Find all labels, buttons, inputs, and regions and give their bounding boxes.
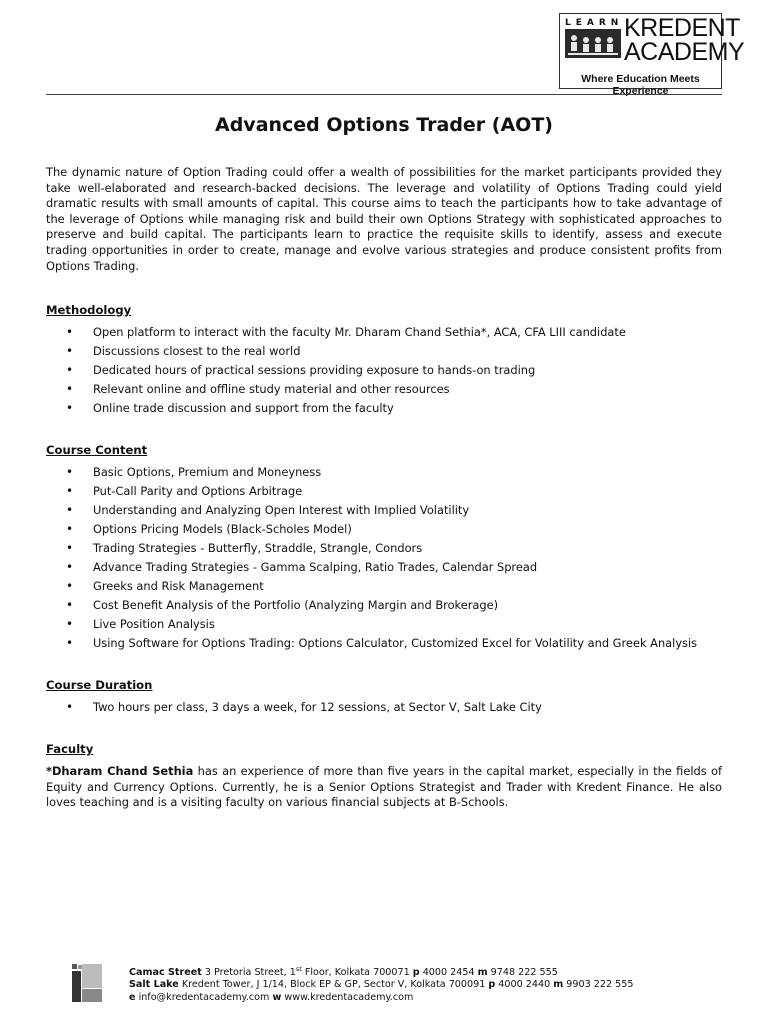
methodology-list — [46, 323, 746, 418]
list-item: • Cost Benefit Analysis of the Portfolio (Analyzing Margin and Brokerage) — [46, 596, 746, 615]
course-duration-heading: Course Duration — [46, 678, 153, 692]
classroom-icon — [565, 29, 621, 64]
list-item: • Online trade discussion and support from the faculty — [46, 399, 746, 418]
list-item: • Dedicated hours of practical sessions providing exposure to hands-on trading — [46, 361, 746, 380]
bullet-icon: • — [66, 382, 74, 396]
footer-line-saltlake: Salt Lake Kredent Tower, J 1/14, Block EP & GP, Sector V, Kolkata 700091 p 4000 2440 m 9903 222 555 — [129, 979, 634, 991]
logo-brand-line1: KREDENT — [624, 14, 740, 42]
list-item: • Open platform to interact with the faculty Mr. Dharam Chand Sethia*, ACA, CFA LIII candidate — [46, 323, 746, 342]
methodology-heading: Methodology — [46, 303, 132, 317]
list-item: • Live Position Analysis — [46, 615, 746, 634]
footer-contact — [129, 963, 633, 1004]
list-item: • Options Pricing Models (Black-Scholes Model) — [46, 520, 746, 539]
faculty-name: *Dharam Chand Sethia — [46, 764, 194, 778]
footer-website[interactable]: www.kredentacademy.com — [281, 991, 414, 1003]
footer-squares-icon — [72, 964, 102, 1002]
footer-email[interactable]: info@kredentacademy.com — [135, 991, 273, 1003]
list-item: • Relevant online and offline study material and other resources — [46, 380, 746, 399]
faculty-heading: Faculty — [46, 742, 94, 756]
list-item: • Basic Options, Premium and Moneyness — [46, 463, 746, 482]
logo-brand-line2: ACADEMY — [624, 38, 745, 66]
bullet-icon: • — [66, 363, 74, 377]
bullet-icon: • — [66, 522, 74, 536]
bullet-icon: • — [66, 465, 74, 479]
list-item: • Discussions closest to the real world — [46, 342, 746, 361]
footer-line-camac: Camac Street 3 Pretoria Street, 1st Floor, Kolkata 700071 p 4000 2454 m 9748 222 555 — [129, 965, 558, 979]
bullet-icon: • — [66, 579, 74, 593]
bullet-icon: • — [66, 636, 74, 650]
course-content-list — [46, 463, 746, 653]
list-item: • Using Software for Options Trading: Options Calculator, Customized Excel for Volatility and Greek Analysis — [46, 634, 746, 653]
logo-brand — [624, 16, 744, 64]
list-item: • Two hours per class, 3 days a week, for 12 sessions, at Sector V, Salt Lake City — [46, 698, 746, 717]
bullet-icon: • — [66, 541, 74, 555]
bullet-icon: • — [66, 617, 74, 631]
logo-tagline: Where Education Meets Experience — [581, 73, 700, 97]
logo-learn-text: LEARN — [565, 18, 624, 28]
bullet-icon: • — [66, 598, 74, 612]
list-item: • Advance Trading Strategies - Gamma Scalping, Ratio Trades, Calendar Spread — [46, 558, 746, 577]
header-divider — [46, 94, 722, 95]
footer-line-contact: e info@kredentacademy.com w www.kredentacademy.com — [129, 991, 414, 1003]
course-duration-list — [46, 698, 746, 717]
bullet-icon: • — [66, 700, 74, 714]
faculty-description: has an experience of more than five years in the capital market, especially in the fields of Equity and Currency Options. Currently, he is a Senior Options Strategist and Trader with Kredent Finance. He also loves teaching and is a visiting faculty on various financial subjects at B-Schools. — [46, 764, 722, 810]
list-item: • Put-Call Parity and Options Arbitrage — [46, 482, 746, 501]
list-item: • Greeks and Risk Management — [46, 577, 746, 596]
list-item: • Trading Strategies - Butterfly, Straddle, Strangle, Condors — [46, 539, 746, 558]
document-title: Advanced Options Trader (AOT) — [215, 114, 553, 136]
bullet-icon: • — [66, 560, 74, 574]
bullet-icon: • — [66, 325, 74, 339]
list-item: • Understanding and Analyzing Open Interest with Implied Volatility — [46, 501, 746, 520]
faculty-paragraph — [46, 764, 722, 811]
intro-paragraph: The dynamic nature of Option Trading could offer a wealth of possibilities for the market participants provided they take well-elaborated and research-backed decisions. The leverage and volatility of Options Trading could yield dramatic results with small amounts of capital. This course aims to teach the participants how to take advantage of the leverage of Options while managing risk and build their own Options Strategy with sophisticated approaches to preserve and build capital. The participants learn to practice the requisite skills to identify, assess and execute trading opportunities in order to create, manage and evolve various strategies and produce consistent profits from Options Trading. — [46, 165, 722, 273]
bullet-icon: • — [66, 484, 74, 498]
course-content-heading: Course Content — [46, 443, 148, 457]
bullet-icon: • — [66, 401, 74, 415]
bullet-icon: • — [66, 344, 74, 358]
bullet-icon: • — [66, 503, 74, 517]
kredent-academy-logo — [559, 13, 745, 97]
